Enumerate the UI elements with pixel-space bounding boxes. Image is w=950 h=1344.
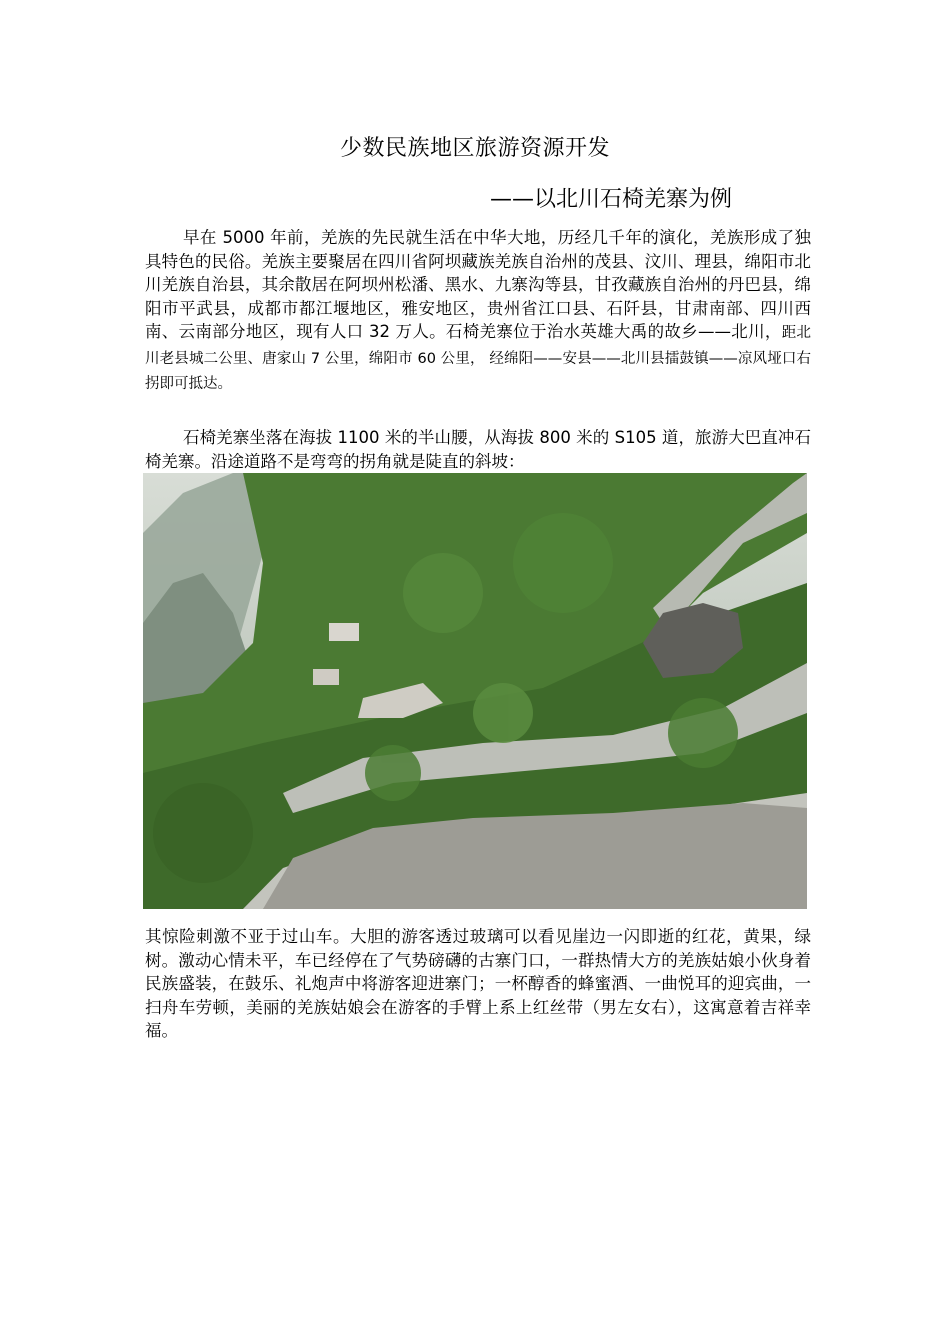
paragraph-intro bbox=[145, 226, 811, 397]
mountain-road-illustration bbox=[143, 473, 807, 909]
paragraph-journey: 其惊险刺激不亚于过山车。大胆的游客透过玻璃可以看见崖边一闪即逝的红花，黄果，绿树。激动心情未平，车已经停在了气势磅礴的古寨门口，一群热情大方的羌族姑娘小伙身着民族盛装，在鼓乐、礼炮声中将游客迎进寨门；一杯醇香的蜂蜜酒、一曲悦耳的迎宾曲，一扫舟车劳顿，美丽的羌族姑娘会在游客的手臂上系上红丝带（男左女右），这寓意着吉祥幸福。 bbox=[145, 927, 811, 1040]
document-title: 少数民族地区旅游资源开发 bbox=[339, 136, 610, 161]
mountain-road-photo bbox=[143, 473, 807, 909]
building-2 bbox=[313, 669, 339, 685]
paragraph-intro-main: 早在 5000 年前，羌族的先民就生活在中华大地，历经几千年的演化，羌族形成了独具特色的民俗。羌族主要聚居在四川省阿坝藏族羌族自治州的茂县、汶川、理县，绵阳市北川羌族自治县，其余散居在阿坝州松潘、黑水、九寨沟等县，甘孜藏族自治州的丹巴县，绵阳市平武县，成都市都江堰地区，雅安地区，贵州省江口县、石阡县，甘肃南部、四川西南、云南部分地区，现有人口 32 万人。石椅羌寨位于治水英雄大禹的故乡——北川， bbox=[145, 228, 811, 341]
paragraph-intro-directions: 距北川老县城二公里、唐家山 7 公里，绵阳市 60 公里， 经绵阳——安县——北川县擂鼓镇——凉风垭口右拐即可抵达。 bbox=[145, 325, 811, 392]
paragraph-location: 石椅羌寨坐落在海拔 1100 米的半山腰，从海拔 800 米的 S105 道，旅游大巴直冲石椅羌寨。沿途道路不是弯弯的拐角就是陡直的斜坡： bbox=[145, 428, 811, 471]
document-subtitle: ——以北川石椅羌寨为例 bbox=[490, 187, 733, 212]
building-1 bbox=[329, 623, 359, 641]
